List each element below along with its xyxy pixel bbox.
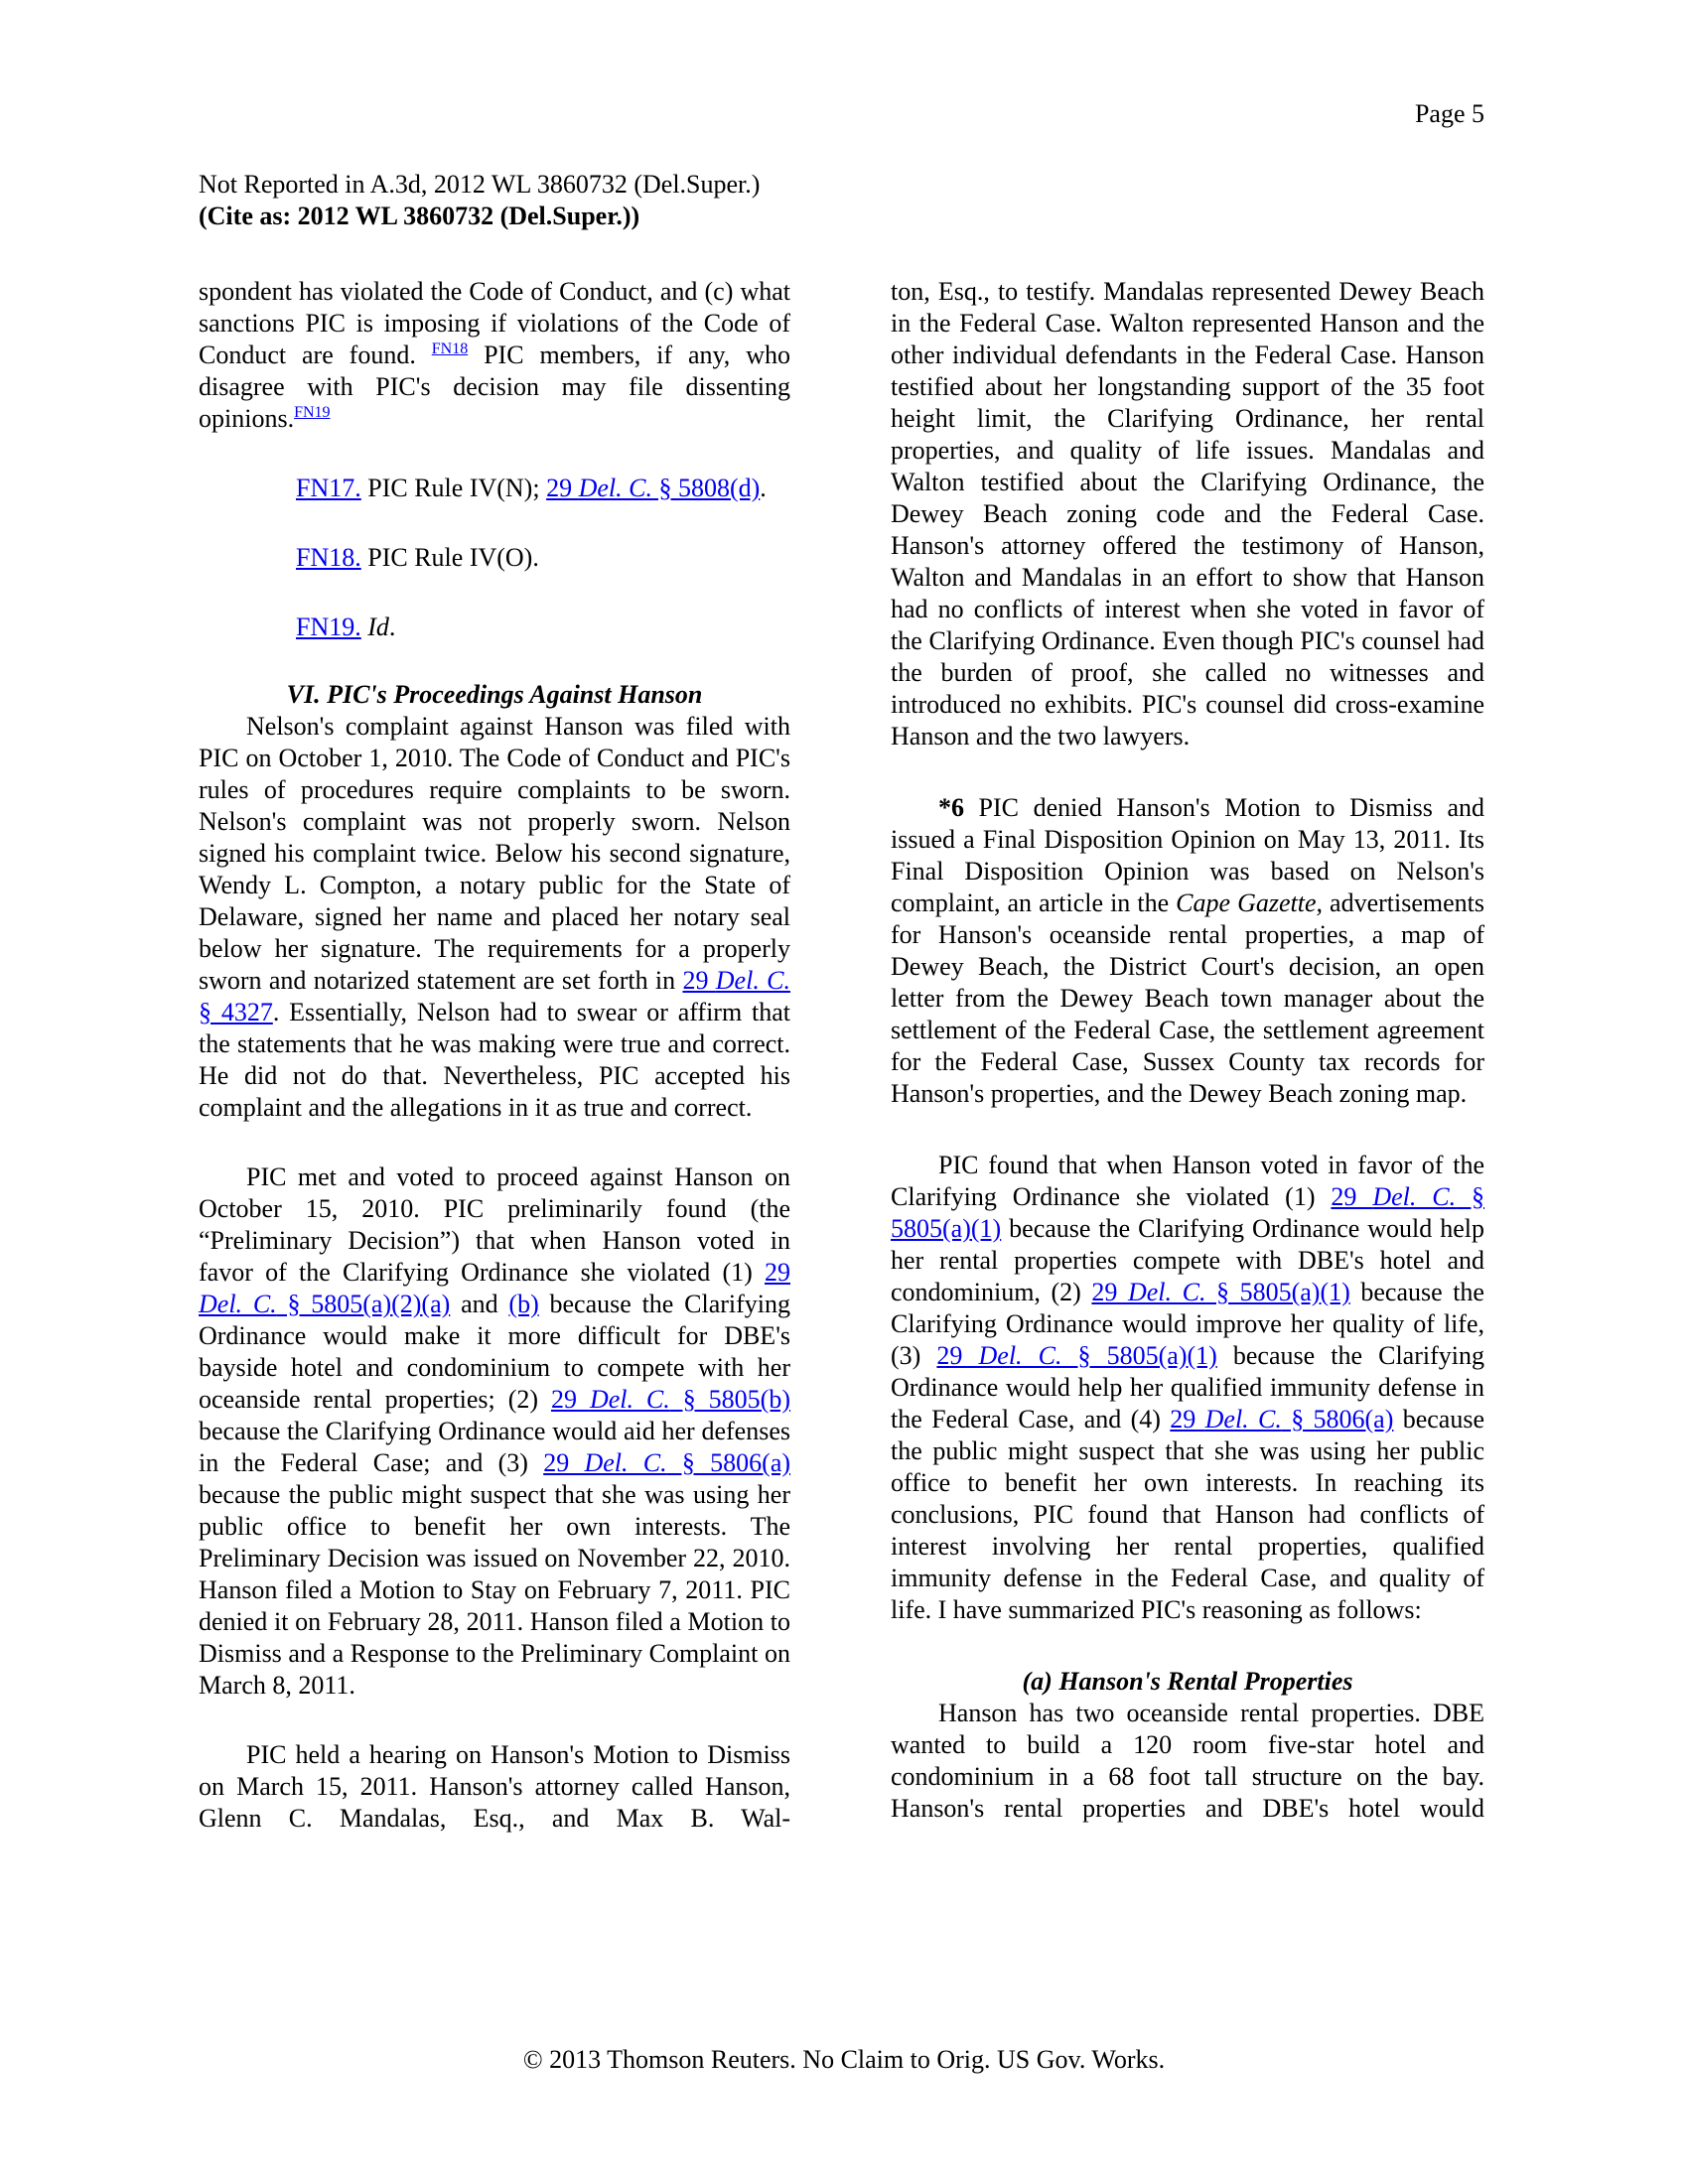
paragraph: PIC found that when Hanson voted in favor of the Clarifying Ordinance she violated (1) 29 Del. C. § 5805(a)(1) because the Clarifying Ordinance would help her rental properties compete with DBE's hotel and condominium, (2) 29 Del. C. § 5805(a)(1) because the Clarifying Ordinance would improve her quality of life, (3) 29 Del. C. § 5805(a)(1) because the Clarifying Ordinance would help her qualified immunity defense in the Federal Case, and (4) 29 Del. C. § 5806(a) because the public might suspect that she was using her public office to benefit her own interests. In reaching its conclusions, PIC found that Hanson had conflicts of interest involving her rental properties, qualified immunity defense in the Federal Case, and quality of life. I have summarized PIC's reasoning as follows: [891,1151,1485,1624]
paragraph: PIC held a hearing on Hanson's Motion to Dismiss on March 15, 2011. Hanson's attorney called Hanson, Glenn C. Mandalas, Esq., and Max B. Wal- [199,1740,790,1833]
statute-link-5805a1[interactable]: 29 Del. C. § 5805(a)(1) [891,1182,1485,1243]
footnote-fn18 [296,542,790,574]
right-column [891,276,1484,1825]
cite-as-line: (Cite as: 2012 WL 3860732 (Del.Super.)) [199,202,640,230]
section-heading-vi: VI. PIC's Proceedings Against Hanson [286,680,703,709]
reporter-line: Not Reported in A.3d, 2012 WL 3860732 (Del.Super.) [199,170,761,199]
footnote-label-fn18[interactable]: FN18. [296,543,361,572]
footnote-label-fn19[interactable]: FN19. [296,613,361,641]
statute-link-5805a2a[interactable]: 29 Del. C. § 5805(a)(2)(a) [199,1258,790,1318]
text: . [760,474,767,502]
paragraph-continued: ton, Esq., to testify. Mandalas represented Dewey Beach in the Federal Case. Walton represented Hanson and the other individual defendants in the Federal Case. Hanson testified about her longstanding support of the 35 foot height limit, the Clarifying Ordinance, her rental properties, and quality of life issues. Mandalas and Walton testified about the Clarifying Ordinance, the Dewey Beach zoning code and the Federal Case. Hanson's attorney offered the testimony of Hanson, Walton and Mandalas in an effort to show that Hanson had no conflicts of interest when she voted in favor of the Clarifying Ordinance. Even though PIC's counsel had the burden of proof, she called no witnesses and introduced no exhibits. PIC's counsel did cross-examine Hanson and the two lawyers. [891,277,1484,751]
statute-link-4327[interactable]: 29 Del. C. § 4327 [199,966,790,1026]
statute-link-5806a[interactable]: 29 Del. C. § 5806(a) [543,1448,791,1477]
footnote-fn19: FN19. Id. [296,613,396,641]
statute-link-5806a[interactable]: 29 Del. C. § 5806(a) [1170,1405,1394,1433]
footnote-ref-fn19[interactable]: FN19 [294,404,331,421]
text: PIC members, if any, who disagree with PIC's decision may file dissenting opinions. [199,341,790,433]
text: Id [367,613,389,641]
paragraph: Hanson has two oceanside rental properties. DBE wanted to build a 120 room five-star hotel and condominium in a 68 foot tall structure on the bay. Hanson's rental properties and DBE's hotel would [891,1699,1484,1823]
statute-link-5805a2b[interactable]: (b) [508,1290,539,1318]
left-column [199,276,790,1835]
footnotes [296,473,790,643]
statute-link-5805b[interactable]: 29 Del. C. § 5805(b) [550,1385,790,1414]
text: PIC Rule IV(N); [360,474,547,502]
copyright-footer: © 2013 Thomson Reuters. No Claim to Orig. US Gov. Works. [522,2045,1166,2074]
paragraph: Nelson's complaint against Hanson was filed with PIC on October 1, 2010. The Code of Conduct and PIC's rules of procedures require complaints to be sworn. Nelson's complaint was not properly sworn. Nelson signed his complaint twice. Below his second signature, Wendy L. Compton, a notary public for the State of Delaware, signed her name and placed her notary seal below her signature. The requirements for a properly sworn and notarized statement are set forth in 29 Del. C. § 4327. Essentially, Nelson had to swear or affirm that the statements that he was making were true and correct. He did not do that. Nevertheless, PIC accepted his complaint and the allegations in it as true and correct. [199,712,790,1122]
paragraph: *6 PIC denied Hanson's Motion to Dismiss and issued a Final Disposition Opinion on May 13, 2011. Its Final Disposition Opinion was based on Nelson's complaint, an article in the Cape Gazette, advertisements for Hanson's oceanside rental properties, a map of Dewey Beach, the District Court's decision, an open letter from the Dewey Beach town manager about the settlement of the Federal Case, the settlement agreement for the Federal Case, Sussex County tax records for Hanson's properties, and the Dewey Beach zoning map. [891,793,1485,1108]
citation-header [199,169,760,232]
text: spondent has violated the Code of Conduct, and (c) what sanctions PIC is imposing if violations of the Code of Conduct are found. [199,277,790,369]
statute-link-5808d[interactable]: 29 Del. C. § 5808(d) [546,474,761,502]
section-heading-a: (a) Hanson's Rental Properties [1022,1667,1353,1696]
footnote-fn17 [296,473,790,504]
paragraph-continued [199,276,790,435]
footnote-label-fn17[interactable]: FN17. [296,474,361,502]
footnote-ref-fn18[interactable]: FN18 [431,341,469,357]
page-number: Page 5 [1414,99,1484,128]
text: PIC Rule IV(O). [360,543,539,572]
statute-link-5805a1[interactable]: 29 Del. C. § 5805(a)(1) [1091,1278,1350,1306]
star-page-marker: *6 [938,793,964,822]
statute-link-5805a1[interactable]: 29 Del. C. § 5805(a)(1) [936,1341,1217,1370]
paragraph: PIC met and voted to proceed against Hanson on October 15, 2010. PIC preliminarily found (the “Preliminary Decision”) that when Hanson voted in favor of the Clarifying Ordinance she violated (1) 29 Del. C. § 5805(a)(2)(a) and (b) because the Clarifying Ordinance would make it more difficult for DBE's bayside hotel and condominium to compete with her oceanside rental properties; (2) 29 Del. C. § 5805(b) because the Clarifying Ordinance would aid her defenses in the Federal Case; and (3) 29 Del. C. § 5806(a) because the public might suspect that she was using her public office to benefit her own interests. The Preliminary Decision was issued on November 22, 2010. Hanson filed a Motion to Stay on February 7, 2011. PIC denied it on February 28, 2011. Hanson filed a Motion to Dismiss and a Response to the Preliminary Complaint on March 8, 2011. [199,1162,791,1700]
